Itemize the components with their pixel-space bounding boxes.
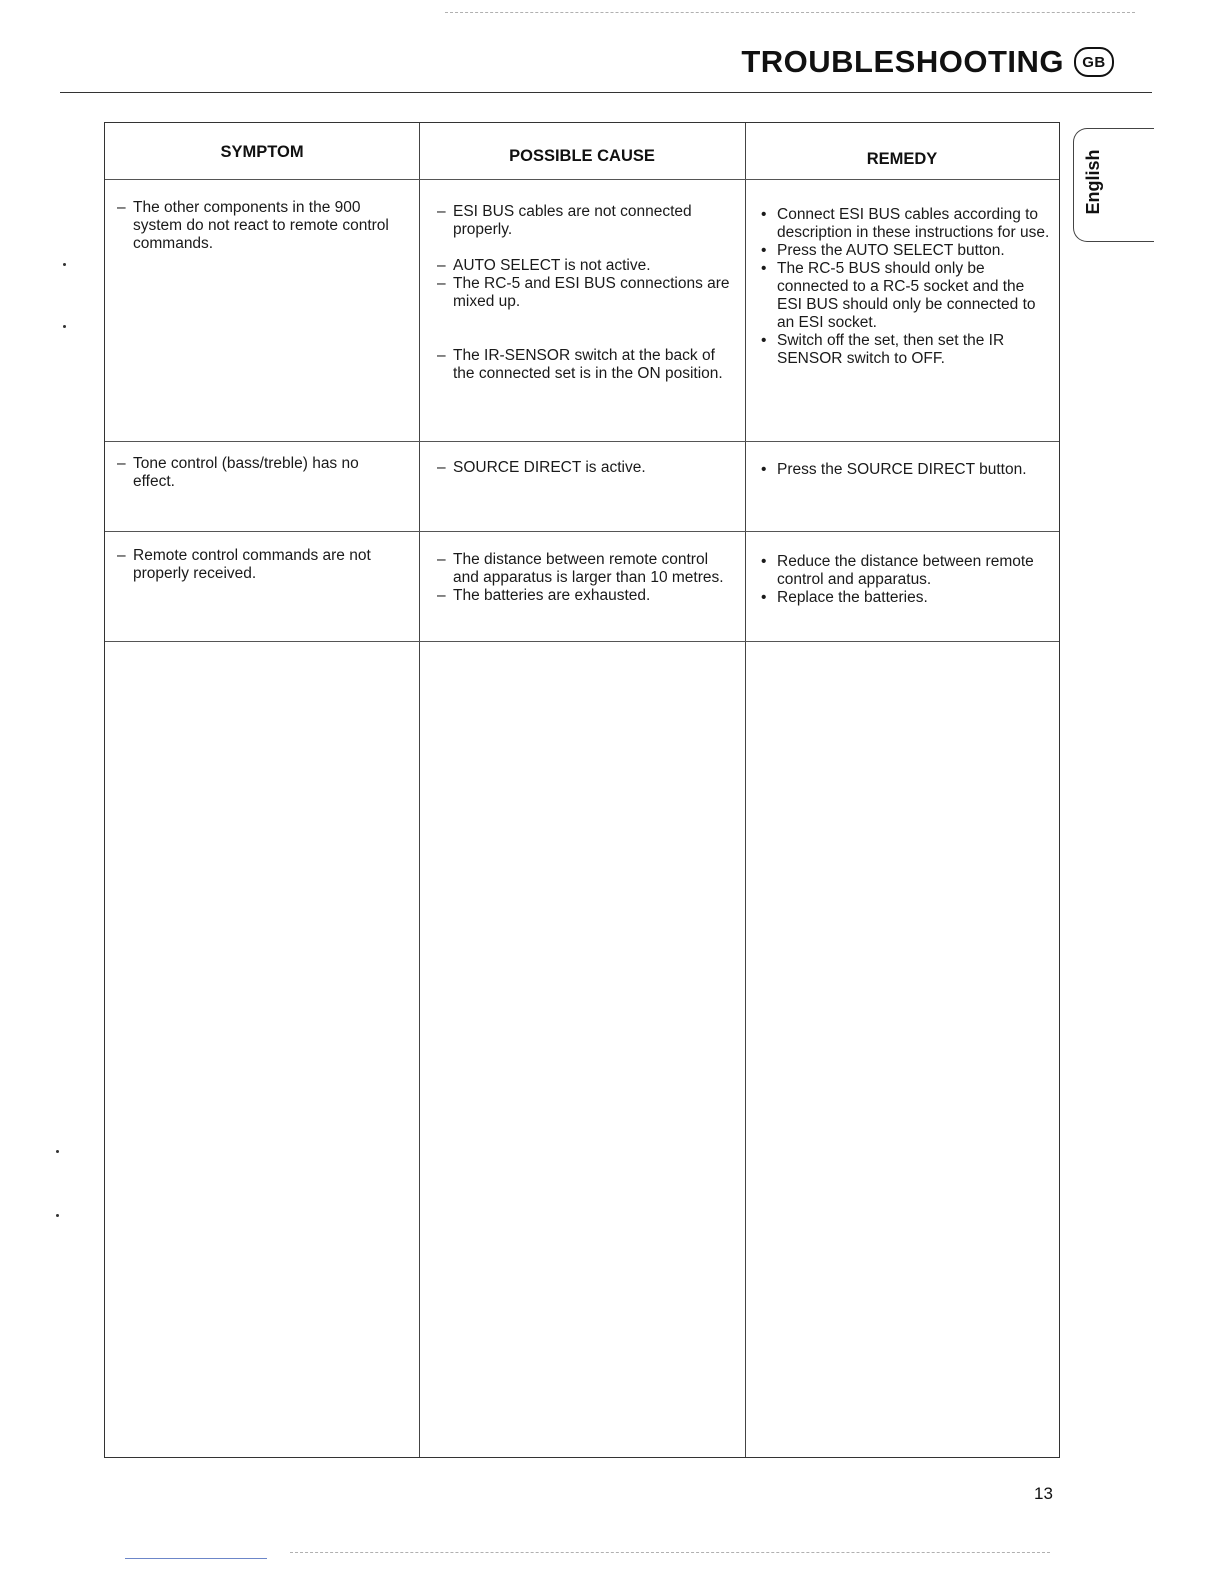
scan-artifact-blue: [125, 1558, 267, 1559]
column-header-symptom: SYMPTOM: [220, 143, 304, 161]
page-number: 13: [1034, 1484, 1053, 1503]
symptom-cell: [115, 455, 397, 491]
gb-badge: GB: [1074, 47, 1114, 77]
column-divider: [745, 123, 746, 1457]
margin-mark: [56, 1150, 59, 1153]
remedy-item: • Connect ESI BUS cables according to description in these instructions for use.: [759, 206, 1051, 242]
margin-mark: [56, 1214, 59, 1217]
column-header-remedy: REMEDY: [866, 150, 938, 168]
cause-cell: [435, 551, 735, 605]
remedy-item: • Press the SOURCE DIRECT button.: [759, 461, 1051, 479]
cause-item: – AUTO SELECT is not active.: [435, 257, 735, 275]
language-tab-label: English: [1082, 149, 1103, 215]
remedy-item: • The RC-5 BUS should only be connected to a RC-5 socket and the ESI BUS should only be connected to an ESI socket.: [759, 260, 1051, 332]
symptom-cell: [115, 199, 397, 253]
margin-mark: [63, 325, 66, 328]
symptom-cell: [115, 547, 397, 583]
remedy-cell: [759, 461, 1051, 479]
row-divider: [105, 641, 1059, 642]
cause-cell: [435, 203, 735, 383]
symptom-item: – Remote control commands are not properly received.: [115, 547, 397, 583]
page-header: [741, 44, 1114, 80]
cause-item: – The batteries are exhausted.: [435, 587, 735, 605]
cause-item: – The RC-5 and ESI BUS connections are mixed up.: [435, 275, 735, 311]
scan-artifact-top: [445, 12, 1135, 13]
remedy-cell: [759, 553, 1051, 607]
cause-item: – SOURCE DIRECT is active.: [435, 459, 735, 477]
remedy-cell: [759, 206, 1051, 368]
column-divider: [419, 123, 420, 1457]
remedy-item: • Press the AUTO SELECT button.: [759, 242, 1051, 260]
cause-cell: [435, 459, 735, 477]
cause-item: – The distance between remote control and apparatus is larger than 10 metres.: [435, 551, 735, 587]
column-header-possible-cause: POSSIBLE CAUSE: [509, 147, 655, 165]
page-title: TROUBLESHOOTING: [741, 44, 1064, 79]
symptom-item: – The other components in the 900 system do not react to remote control commands.: [115, 199, 397, 253]
margin-mark: [63, 263, 66, 266]
remedy-item: • Reduce the distance between remote control and apparatus.: [759, 553, 1051, 589]
remedy-item: • Switch off the set, then set the IR SENSOR switch to OFF.: [759, 332, 1051, 368]
cause-item: – ESI BUS cables are not connected properly.: [435, 203, 735, 239]
row-divider: [105, 441, 1059, 442]
row-divider: [105, 531, 1059, 532]
remedy-item: • Replace the batteries.: [759, 589, 1051, 607]
scan-artifact-bottom: [290, 1552, 1050, 1553]
header-rule: [60, 92, 1152, 93]
symptom-item: – Tone control (bass/treble) has no effect.: [115, 455, 397, 491]
cause-item: – The IR-SENSOR switch at the back of the connected set is in the ON position.: [435, 347, 735, 383]
header-row-divider: [105, 179, 1059, 180]
troubleshooting-table: [104, 122, 1060, 1458]
